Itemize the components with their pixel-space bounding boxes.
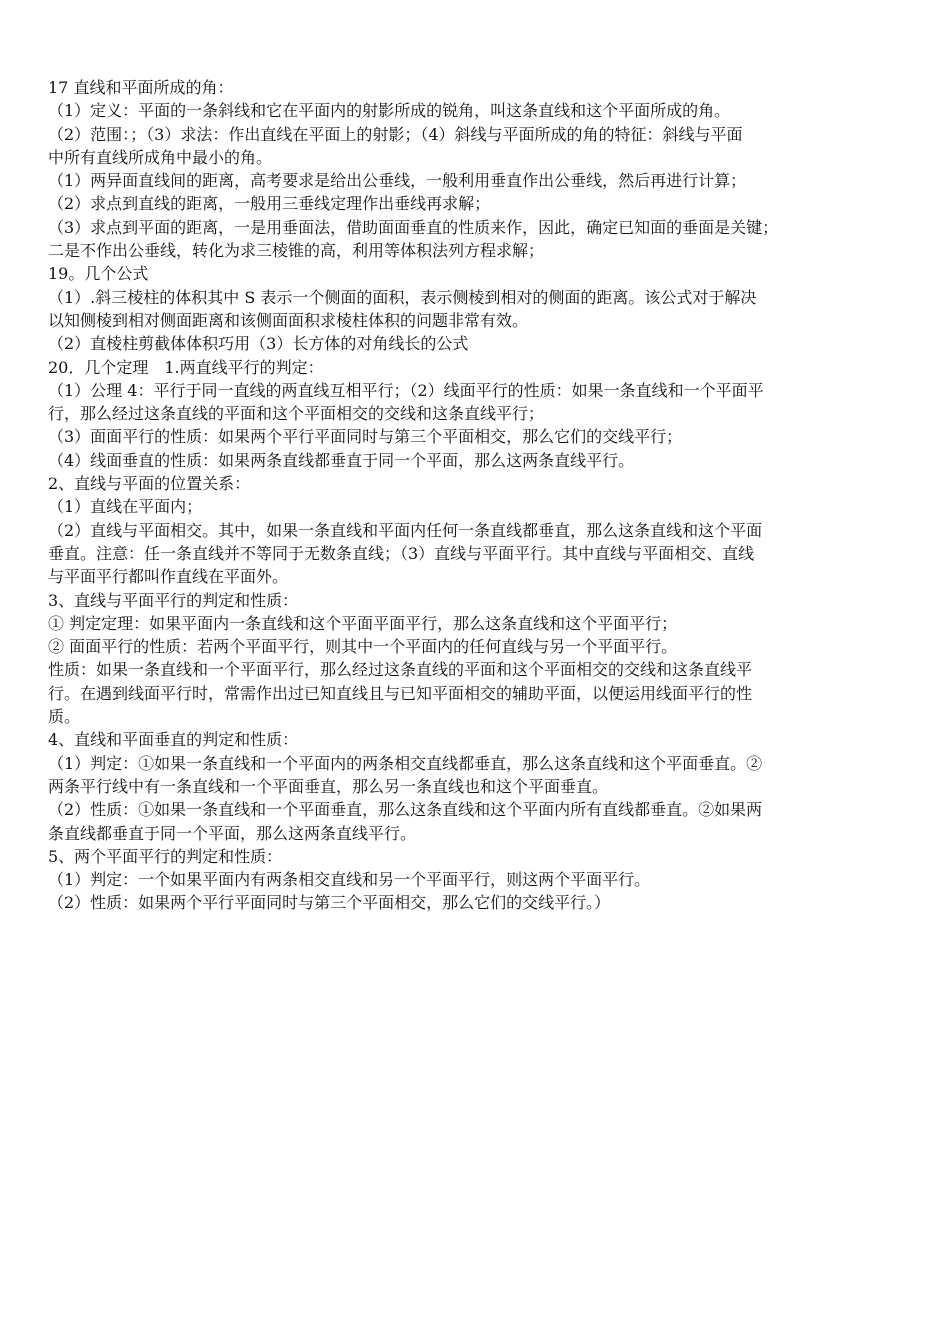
- text-line: 以知侧棱到相对侧面距离和该侧面面积求棱柱体积的问题非常有效。: [48, 310, 529, 330]
- heading-19: 19。几个公式: [48, 264, 149, 284]
- text-line: 二是不作出公垂线，转化为求三棱锥的高，利用等体积法列方程求解；: [48, 241, 545, 261]
- text-line: （1）直线在平面内；: [48, 497, 203, 517]
- text-line: （3）面面平行的性质：如果两个平行平面同时与第三个平面相交，那么它们的交线平行；: [48, 427, 683, 447]
- heading-2: 2、直线与平面的位置关系：: [48, 474, 251, 494]
- text-line: （2）范围：；（3）求法：作出直线在平面上的射影；（4）斜线与平面所成的角的特征：斜线与平面: [48, 124, 743, 144]
- text-line: 质。: [48, 707, 81, 727]
- text-line: 行。在遇到线面平行时，常需作出过已知直线且与已知平面相交的辅助平面，以便运用线面平行的性: [48, 683, 753, 703]
- text-line: （1）公理 4：平行于同一直线的两直线互相平行；（2）线面平行的性质：如果一条直线和一个平面平: [48, 380, 764, 400]
- text-line: 垂直。注意：任一条直线并不等同于无数条直线；（3）直线与平面平行。其中直线与平面相交、直线: [48, 543, 755, 563]
- text-line: 两条平行线中有一条直线和一个平面垂直，那么另一条直线也和这个平面垂直。: [48, 776, 609, 796]
- text-line: 与平面平行都叫作直线在平面外。: [48, 567, 289, 587]
- text-line: （2）直棱柱剪截体体积巧用（3）长方体的对角线长的公式: [48, 334, 469, 354]
- text-line: ① 判定定理：如果平面内一条直线和这个平面平面平行，那么这条直线和这个平面平行；: [48, 613, 678, 633]
- text-line: 中所有直线所成角中最小的角。: [48, 147, 273, 167]
- text-line: （1）判定：一个如果平面内有两条相交直线和另一个平面平行，则这两个平面平行。: [48, 870, 651, 890]
- text-line: （3）求点到平面的距离，一是用垂面法，借助面面垂直的性质来作，因此，确定已知面的垂面是关键；: [48, 217, 779, 237]
- text-line: 性质：如果一条直线和一个平面平行，那么经过这条直线的平面和这个平面相交的交线和这条直线平: [48, 660, 753, 680]
- text-line: （1）定义：平面的一条斜线和它在平面内的射影所成的锐角，叫这条直线和这个平面所成的角。: [48, 101, 731, 121]
- text-line: 条直线都垂直于同一个平面，那么这两条直线平行。: [48, 823, 417, 843]
- heading-17: 17 直线和平面所成的角：: [48, 78, 234, 97]
- text-line: （1）两异面直线间的距离，高考要求是给出公垂线，一般利用垂直作出公垂线，然后再进行计算；: [48, 171, 747, 191]
- text-line: 行，那么经过这条直线的平面和这个平面相交的交线和这条直线平行；: [48, 404, 545, 424]
- text-line: （1）.斜三棱柱的体积其中 S 表示一个侧面的面积，表示侧棱到相对的侧面的距离。该公式对于解决: [48, 287, 757, 307]
- text-line: （2）直线与平面相交。其中，如果一条直线和平面内任何一条直线都垂直，那么这条直线和这个平面: [48, 520, 763, 540]
- heading-3: 3、直线与平面平行的判定和性质：: [48, 590, 299, 610]
- text-line: （2）求点到直线的距离，一般用三垂线定理作出垂线再求解；: [48, 194, 491, 214]
- text-line: ② 面面平行的性质：若两个平面平行，则其中一个平面内的任何直线与另一个平面平行。: [48, 637, 678, 657]
- heading-20: 20．几个定理 1.两直线平行的判定：: [48, 357, 324, 377]
- heading-4: 4、直线和平面垂直的判定和性质：: [48, 730, 299, 750]
- text-line: （2）性质：如果两个平行平面同时与第三个平面相交，那么它们的交线平行。）: [48, 893, 611, 913]
- text-line: （4）线面垂直的性质：如果两条直线都垂直于同一个平面，那么这两条直线平行。: [48, 450, 635, 470]
- heading-5: 5、两个平面平行的判定和性质：: [48, 846, 283, 866]
- text-line: （2）性质：①如果一条直线和一个平面垂直，那么这条直线和这个平面内所有直线都垂直。②如果两: [48, 800, 763, 820]
- text-line: （1）判定：①如果一条直线和一个平面内的两条相交直线都垂直，那么这条直线和这个平面垂直。②: [48, 753, 763, 773]
